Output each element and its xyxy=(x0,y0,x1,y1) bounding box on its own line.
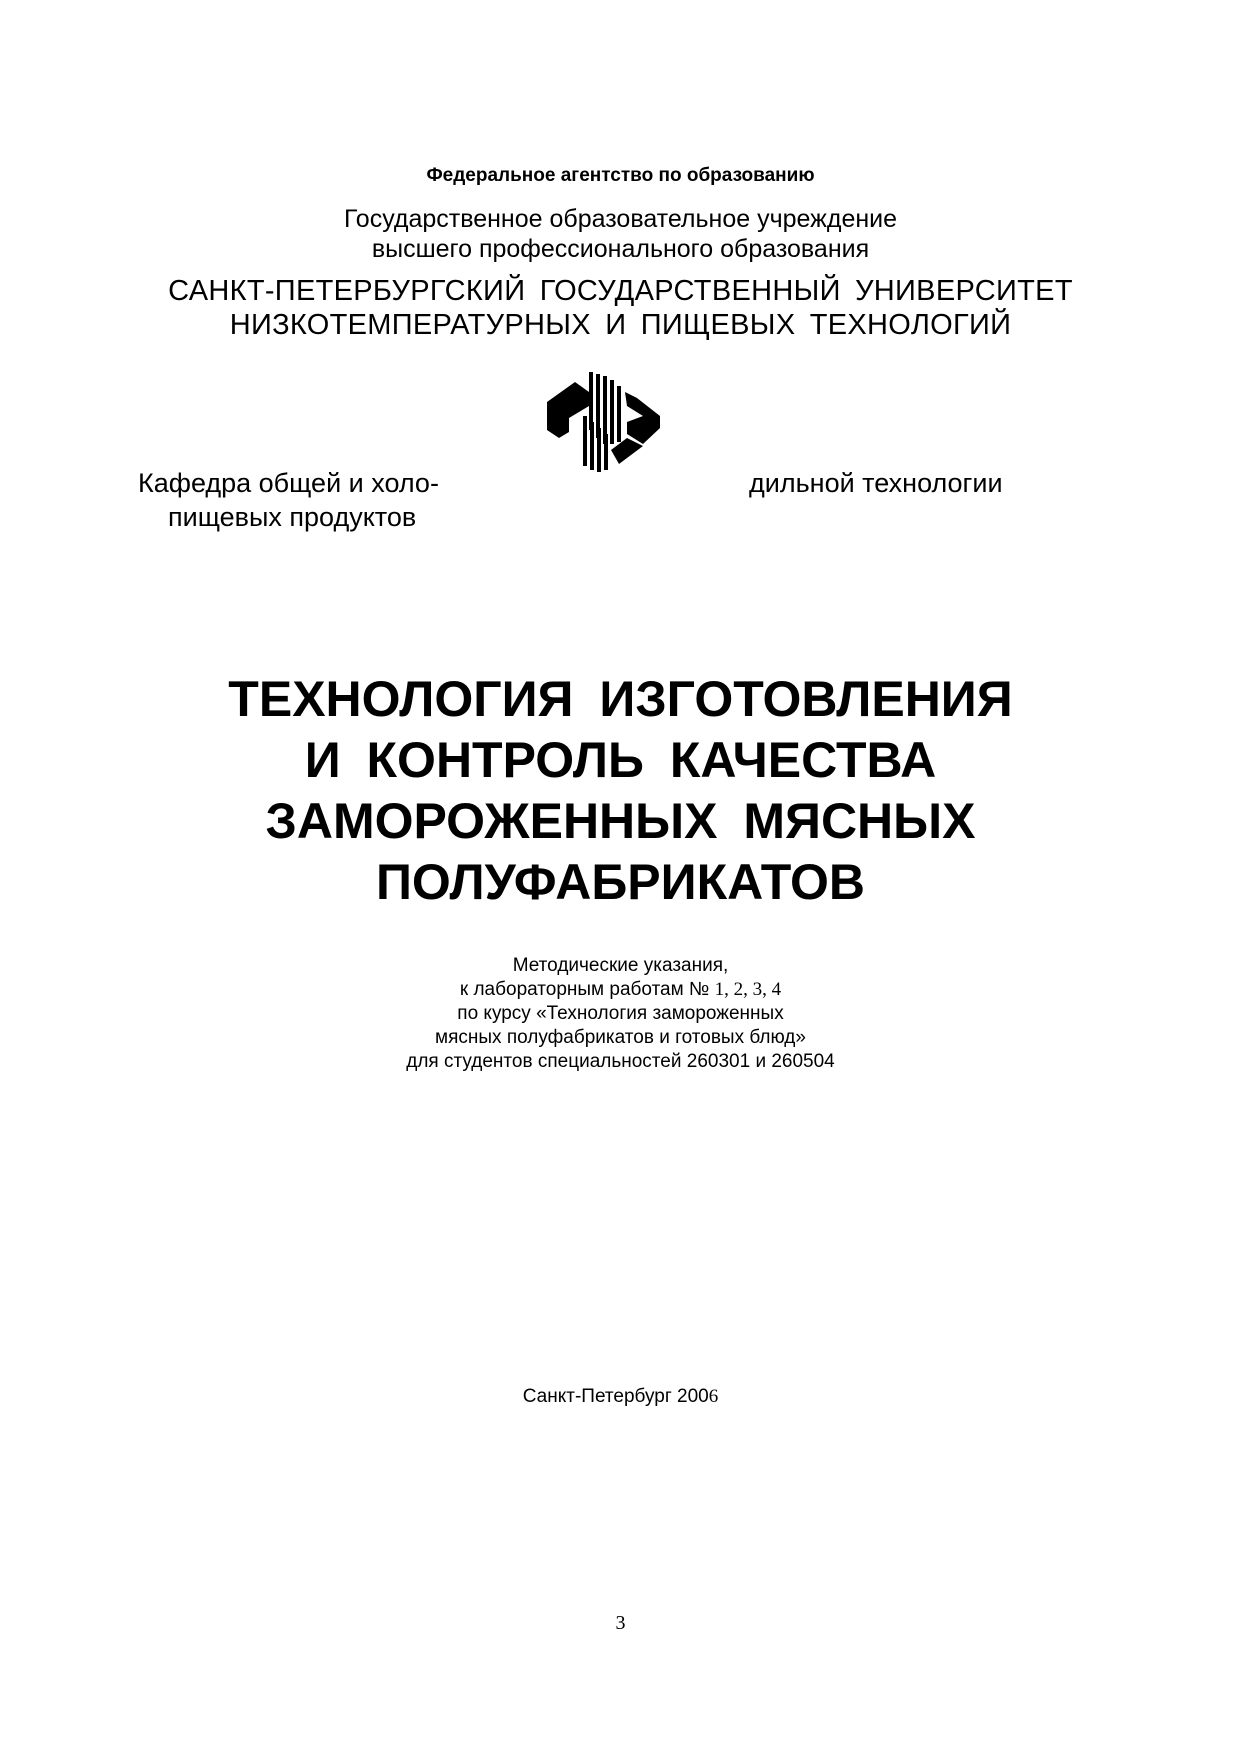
department-name-right: дильной технологии xyxy=(749,468,1003,498)
department-left-line-2: пищевых продуктов xyxy=(168,502,417,532)
subtitle-lab-numbers: 1, 2, 3, 4 xyxy=(714,979,782,1000)
university-line-1: САНКТ-ПЕТЕРБУРГСКИЙ ГОСУДАРСТВЕННЫЙ УНИВЕРСИТЕТ xyxy=(168,275,1073,307)
subtitle-line-2 xyxy=(0,978,1241,1002)
city-year-text: Санкт-Петербург 200 xyxy=(522,1386,709,1407)
title-line-4: ПОЛУФАБРИКАТОВ xyxy=(375,854,866,910)
city-year xyxy=(0,1386,1241,1408)
subtitle-line-3: по курсу «Технология замороженных xyxy=(457,1003,784,1024)
title-line-2: И КОНТРОЛЬ КАЧЕСТВА xyxy=(304,732,937,788)
institution-line-1: Государственное образовательное учреждение xyxy=(343,205,898,233)
title-line-1: ТЕХНОЛОГИЯ ИЗГОТОВЛЕНИЯ xyxy=(228,671,1013,727)
university-logo-icon xyxy=(547,372,660,472)
subtitle-line-1: Методические указания, xyxy=(512,955,729,976)
page-number: 3 xyxy=(615,1612,626,1634)
institution-line-2: высшего профессионального образования xyxy=(371,235,870,263)
department-left-line-1: Кафедра общей и холо- xyxy=(138,468,439,498)
year-last-digit: 6 xyxy=(708,1386,719,1407)
university-line-2: НИЗКОТЕМПЕРАТУРНЫХ И ПИЩЕВЫХ ТЕХНОЛОГИЙ xyxy=(229,309,1012,341)
institution-type xyxy=(0,204,1241,264)
subtitle-line-5: для студентов специальностей 260301 и 260504 xyxy=(406,1051,835,1072)
agency-name: Федеральное агентство по образованию xyxy=(426,165,815,186)
document-subtitle xyxy=(0,954,1241,1074)
subtitle-line-4: мясных полуфабрикатов и готовых блюд» xyxy=(435,1027,806,1048)
subtitle-line-2-prefix: к лабораторным работам № xyxy=(459,979,715,1000)
department-name-left xyxy=(138,466,439,534)
title-line-3: ЗАМОРОЖЕННЫХ МЯСНЫХ xyxy=(265,793,976,849)
university-name xyxy=(0,274,1241,342)
document-title xyxy=(0,669,1241,913)
